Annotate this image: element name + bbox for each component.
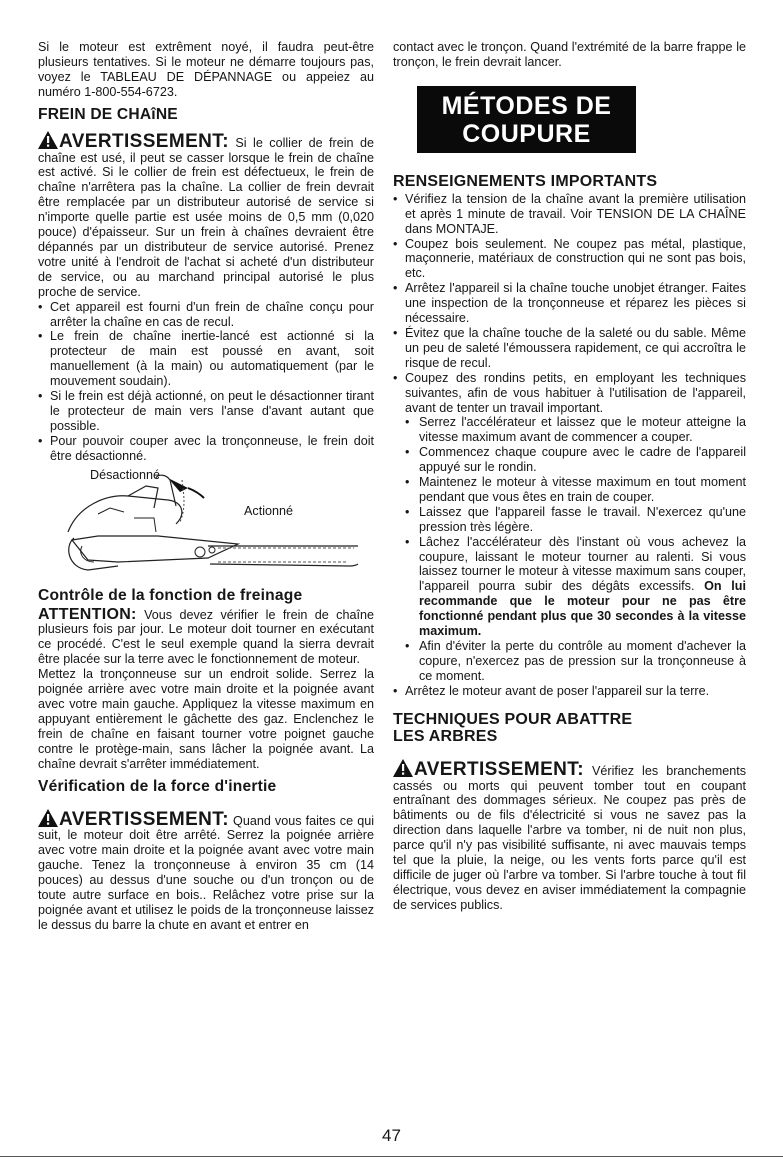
left-column (38, 40, 374, 933)
warning-block-2 (38, 809, 374, 933)
intro-paragraph: Si le moteur est extrêment noyé, il faudra peut-être plusieurs tentatives. Si le moteur ne démarre toujours pas, voyez le TABLEAU DE DÉPANNAGE ou appeiez au numéro 1-800-554-6723. (38, 40, 374, 99)
chainsaw-brake-illustration (38, 466, 374, 581)
page-number: 47 (382, 1126, 401, 1145)
warning-label: AVERTISSEMENT: (59, 808, 229, 830)
right-column (393, 40, 746, 913)
continued-paragraph: contact avec le tronçon. Quand l'extrémité de la barre frappe le tronçon, le frein devrait lancer. (393, 40, 746, 69)
warning-label: AVERTISSEMENT: (59, 130, 229, 152)
list-item: • Coupez bois seulement. Ne coupez pas métal, plastique, maçonnerie, matériaux de construction qui ne sont pas bois, etc. (393, 237, 746, 282)
banner-line-1: MÉTODES DE (441, 91, 612, 120)
sub-list-item: • Maintenez le moteur à vitesse maximum en tout moment pendant que vous êtes en train de couper. (393, 475, 746, 505)
label-disengaged: Désactionné (90, 467, 161, 482)
cutting-methods-banner (417, 86, 636, 153)
label-engaged: Actionné (244, 503, 294, 518)
important-list (393, 192, 746, 699)
warning-triangle-icon (38, 131, 58, 149)
list-item: • Si le frein est déjà actionné, on peut le désactionner tirant le protecteur de main vers l'anse d'avant autant que possible. (38, 389, 374, 434)
warning-triangle-icon (393, 759, 413, 777)
technique-sublist (393, 415, 746, 683)
warning-label: AVERTISSEMENT: (414, 758, 584, 780)
function-check-heading: Contrôle de la fonction de freinage (38, 586, 303, 604)
sub-list-item: • Serrez l'accélérateur et laissez que le moteur atteigne la vitesse maximum avant de commencer a couper. (393, 415, 746, 445)
felling-heading-line-2: LES ARBRES (393, 727, 498, 745)
sub-list-bold-text: On lui recommande que le moteur pour ne pas être fonctionné pendant plus que 30 secondes à la vitesse maximum. (419, 579, 746, 639)
sub-list-text: Lâchez l'accélérateur dès l'instant où vous achevez la coupure, laissant le moteur tourner au ralenti. Si vous laissez tourner le moteur à vitesse maximum sans couper, l'appareil pourra subir des dégâts excessifs. (419, 534, 746, 594)
list-item: • Évitez que la chaîne touche de la saleté ou du sable. Même un peu de saleté l'émoussera rapidement, ce qui accroîtra le risque de recul. (393, 326, 746, 371)
attention-label: ATTENTION: (38, 605, 137, 623)
list-item: • Arrêtez le moteur avant de poser l'appareil sur la terre. (393, 684, 746, 699)
list-item: • Le frein de chaîne inertie-lancé est actionné si la protecteur de main est poussé en avant, soit manuellement (à la main) ou automatiquement (par le mouvement soudain). (38, 329, 374, 389)
warning-block-1 (38, 131, 374, 300)
warning-text: Quand vous faites ce qui suit, le moteur doit être arrêté. Serrez la poignée arrière avec votre main droite et la poignée avant avec votre main gauche. Tenez la tronçonneuse à environ 35 cm (14 pouces) au dessus d'une souche ou d'un tronçon ou de toute autre surface en bois.. Relâchez votre prise sur la poignée avant et utilisez le poids de la tronçonneuse laissez le dessus du barre la chute en avant et entrer en (38, 813, 374, 932)
felling-heading (393, 711, 746, 745)
attention-paragraph (38, 605, 374, 668)
important-info-heading: RENSEIGNEMENTS IMPORTANTS (393, 172, 658, 190)
sub-list-item: • Afin d'éviter la perte du contrôle au moment d'achever la copure, n'exercez pas de pression sur la tronçonneuse à ce moment. (393, 639, 746, 684)
list-item (393, 371, 746, 684)
sub-list-item: • Laissez que l'appareil fasse le travail. N'exercez qu'une pression très légère. (393, 505, 746, 535)
warning-triangle-icon (38, 809, 58, 827)
list-item: • Pour pouvoir couper avec la tronçonneuse, le frein doit être désactionné. (38, 434, 374, 464)
warning-text: Vérifiez les branchements cassés ou morts qui peuvent tomber tout en coupant entraînant des dommages sérieux. Ne coupez pas près de bâtiments ou de fils d'électricité si vous ne savez pas la direction dans laquelle l'arbre va tomber, ni de nuit non plus, parce qu'il n'y pas visibilité suffisante, ni avec mauvais temps tel que la pluie, la neige, ou les vents forts parce qu'il est difficile de juger où l'arbre va tomber. Si l'arbre touche à tout fil électrique, vous devez en aviser immédiatement la compagnie de services publics. (393, 763, 746, 912)
list-item: • Arrêtez l'appareil si la chaîne touche unobjet étranger. Faites une inspection de la tronçonneuse et réparez les pièces si nécessaire. (393, 281, 746, 326)
warning-text: Si le collier de frein de chaîne est usé, il peut se casser lorsque le frein de chaîne est activé. Si le collier de frein est défectueux, le frein de chaîne n'arrêtera pas la chaîne. La collier de frein devrait être remplacée par un distributeur autorisé de service si n'importe quelle partie est usée moins de 0,5 mm (0,020 pouce) d'épaisseur. Sur un frein à chaînes devraient être dépannés par un distributeur de service autorisé. Prenez votre unité à l'endroit de l'achat si acheté d'un distributeur de service, ou au marchand principal autorisé le plus proche de service. (38, 135, 375, 299)
bottom-divider (0, 1156, 783, 1157)
chain-brake-heading: FREIN DE CHAîNE (38, 105, 178, 123)
felling-heading-line-1: TECHNIQUES POUR ABATTRE (393, 710, 633, 728)
chainsaw-drawing (58, 466, 358, 581)
function-paragraph: Mettez la tronçonneuse sur un endroit solide. Serrez la poignée arrière avec votre main droite et la poignée avant avec votre main gauche. Appliquez la vitesse maximum en appuyant entièrement le gâchette des gaz. Enclenchez le frein de chaîne en faisant tourner votre poignet gauche contre le protège-main, sans lâcher la poignée avant. La chaîne devrait s'arrêter immédiatement. (38, 667, 374, 771)
attention-text: Vous devez vérifier le frein de chaîne plusieurs fois par jour. Le moteur doit tourner en exécutant ce procédé. C'est le seul exemple quand la sierra devrait être placée sur la terre avec le fonctionnement de moteur. (38, 607, 374, 667)
list-item: • Vérifiez la tension de la chaîne avant la première utilisation et après 1 minute de travail. Voir TENSION DE LA CHAÎNE dans MONTAJE. (393, 192, 746, 237)
chain-brake-list (38, 300, 374, 464)
list-item-text: Coupez des rondins petits, en employant les techniques suivantes, afin de vous habituer à l'utilisation de l'appareil, avant de tenter un travail important. (405, 370, 746, 415)
inertia-heading: Vérification de la force d'inertie (38, 777, 277, 795)
sub-list-item: • Commencez chaque coupure avec le cadre de l'appareil appuyé sur le rondin. (393, 445, 746, 475)
warning-block-3 (393, 759, 746, 913)
banner-line-2: COUPURE (462, 119, 591, 148)
list-item: • Cet appareil est fourni d'un frein de chaîne conçu pour arrêter la chaîne en cas de recul. (38, 300, 374, 330)
sub-list-item (393, 535, 746, 639)
